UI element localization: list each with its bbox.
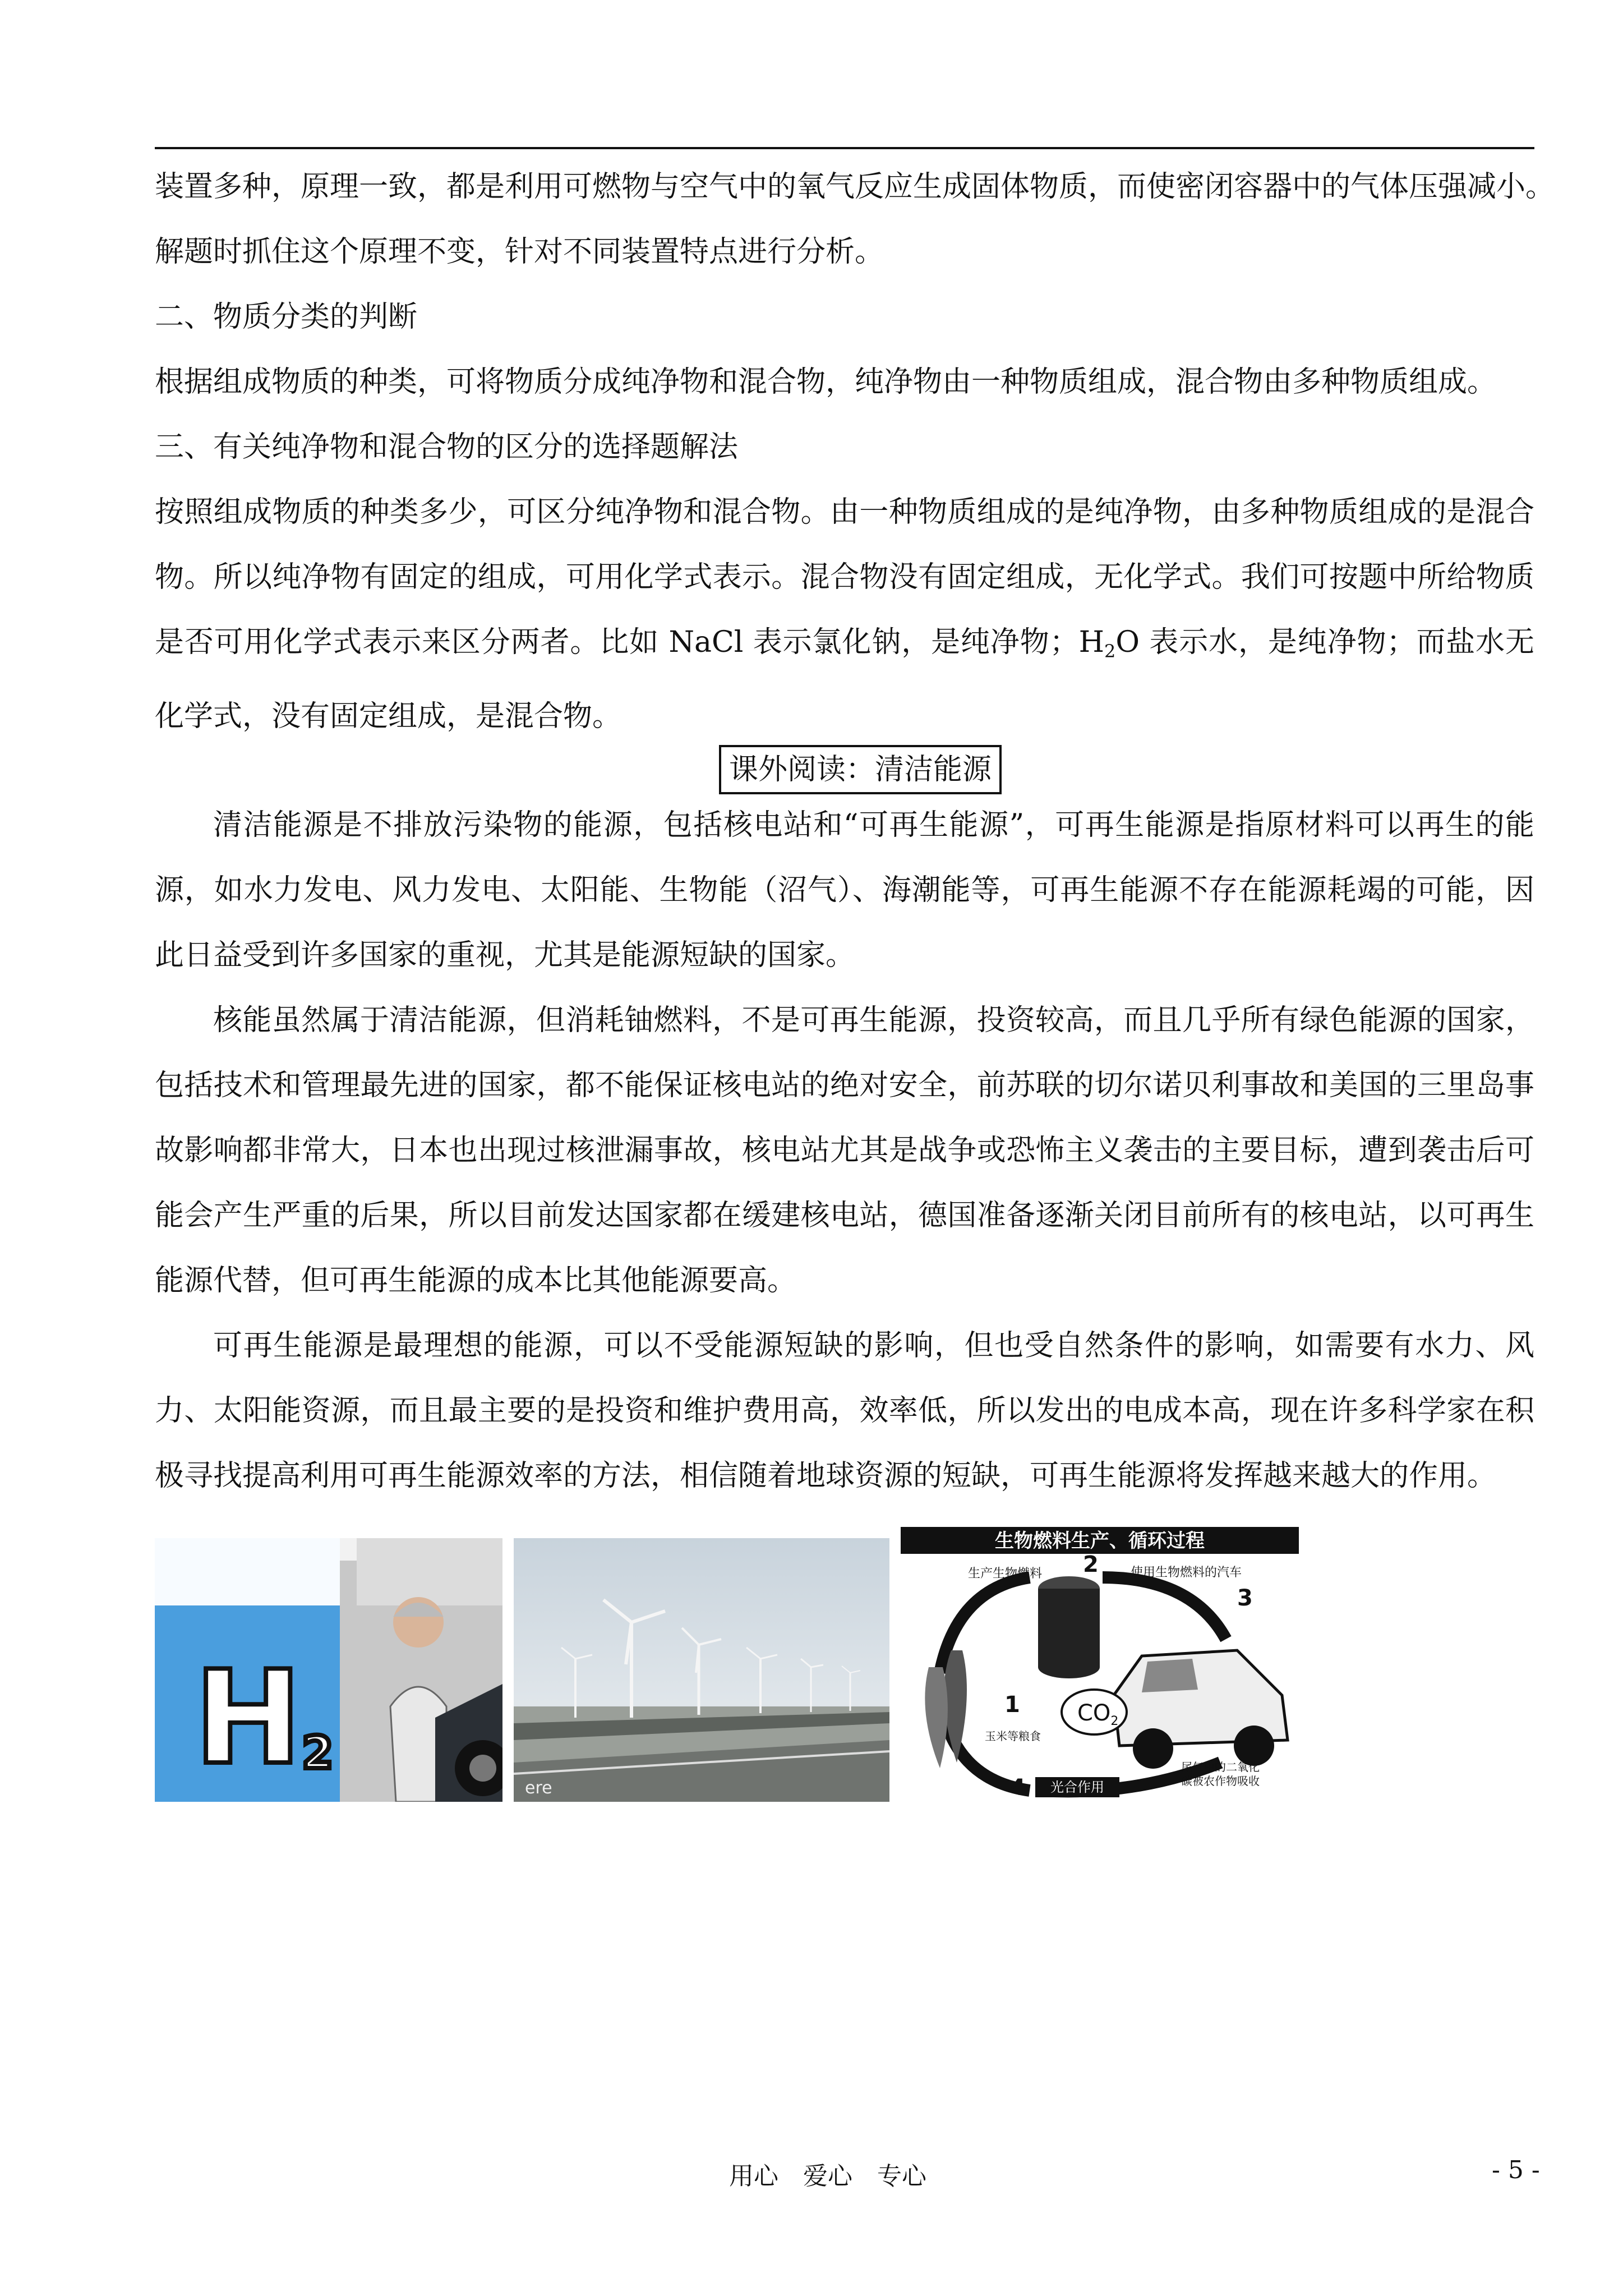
biofuel-cycle-image	[901, 1527, 1299, 1802]
heading-classification: 二、物质分类的判断	[155, 300, 418, 334]
para1-line1: 装置多种，原理一致，都是利用可燃物与空气中的氧气反应生成固体物质，而使密闭容器中的气体压强减小。	[155, 170, 1555, 204]
para-clean-energy: 清洁能源是不排放污染物的能源，包括核电站和“可再生能源”，可再生能源是指原材料可以再生的能源，如水力发电、风力发电、太阳能、生物能（沼气）、海潮能等，可再生能源不存在能源耗竭的可能，因此日益受到许多国家的重视，尤其是能源短缺的国家。	[155, 808, 1534, 972]
para-classification: 根据组成物质的种类，可将物质分成纯净物和混合物，纯净物由一种物质组成，混合物由多种物质组成。	[155, 365, 1497, 399]
cycle-title: 生物燃料生产、循环过程	[995, 1530, 1205, 1552]
header-rule	[155, 147, 1534, 149]
corn-label: 玉米等粮食	[985, 1729, 1041, 1743]
h2o-subscript: 2	[1104, 641, 1116, 662]
co2-label: $CO_2$	[1077, 1700, 1119, 1728]
photosynthesis-label: 光合作用	[1050, 1779, 1104, 1795]
step-1: 1	[1004, 1692, 1020, 1718]
wind-farm-illustration	[514, 1538, 889, 1802]
biofuel-cycle-diagram	[901, 1527, 1299, 1802]
footer-motto: 用心 爱心 专心	[729, 2162, 926, 2191]
step-3: 3	[1237, 1585, 1253, 1611]
use-label: 使用生物燃料的汽车	[1131, 1566, 1242, 1580]
heading-selection: 三、有关纯净物和混合物的区分的选择题解法	[155, 430, 739, 464]
wind-farm-image	[514, 1538, 889, 1802]
para-nuclear: 核能虽然属于清洁能源，但消耗铀燃料，不是可再生能源，投资较高，而且几乎所有绿色能源的国家，包括技术和管理最先进的国家，都不能保证核电站的绝对安全，前苏联的切尔诺贝利事故和美国的三里岛事故影响都非常大，日本也出现过核泄漏事故，核电站尤其是战争或恐怖主义袭击的主要目标，遭到袭击后可能会产生严重的后果，所以目前发达国家都在缓建核电站，德国准备逐渐关闭目前所有的核电站，以可再生能源代替，但可再生能源的成本比其他能源要高。	[155, 1004, 1534, 1297]
para-selection	[155, 480, 1534, 749]
para-renewable: 可再生能源是最理想的能源，可以不受能源短缺的影响，但也受自然条件的影响，如需要有水力、风力、太阳能资源，而且最主要的是投资和维护费用高，效率低，所以发出的电成本高，现在许多科学家在积极寻找提高利用可再生能源效率的方法，相信随着地球资源的短缺，可再生能源将发挥越来越大的作用。	[155, 1329, 1534, 1493]
para-selection-part1: 按照组成物质的种类多少，可区分纯净物和混合物。由一种物质组成的是纯净物，由多种物质组成的是混合物。所以纯净物有固定的组成，可用化学式表示。混合物没有固定组成，无化学式。我们可按题中所给物质是否可用化学式表示来区分两者。比如 NaCl 表示氯化钠，是纯净物；H	[155, 495, 1534, 659]
para1-line2: 解题时抓住这个原理不变，针对不同装置特点进行分析。	[155, 235, 884, 269]
para-selection-part2: O 表示水，是纯净物；而盐水无化学式，没有固定组成，是混合物。	[155, 625, 1535, 733]
h2-label: H2	[194, 1644, 334, 1793]
hydrogen-car-image	[155, 1538, 502, 1802]
exhaust-label-1: 尾气中的二氧化	[1181, 1760, 1260, 1774]
step-2: 2	[1083, 1552, 1099, 1577]
step-4: 4	[1010, 1775, 1026, 1801]
hydrogen-illustration	[155, 1538, 502, 1802]
reading-box-title: 课外阅读：清洁能源	[719, 745, 1002, 794]
page-number: - 5 -	[1492, 2156, 1540, 2184]
watermark-text: ere	[525, 1778, 552, 1798]
exhaust-label-2: 碳被农作物吸收	[1181, 1774, 1260, 1788]
produce-label: 生产生物燃料	[968, 1567, 1043, 1581]
